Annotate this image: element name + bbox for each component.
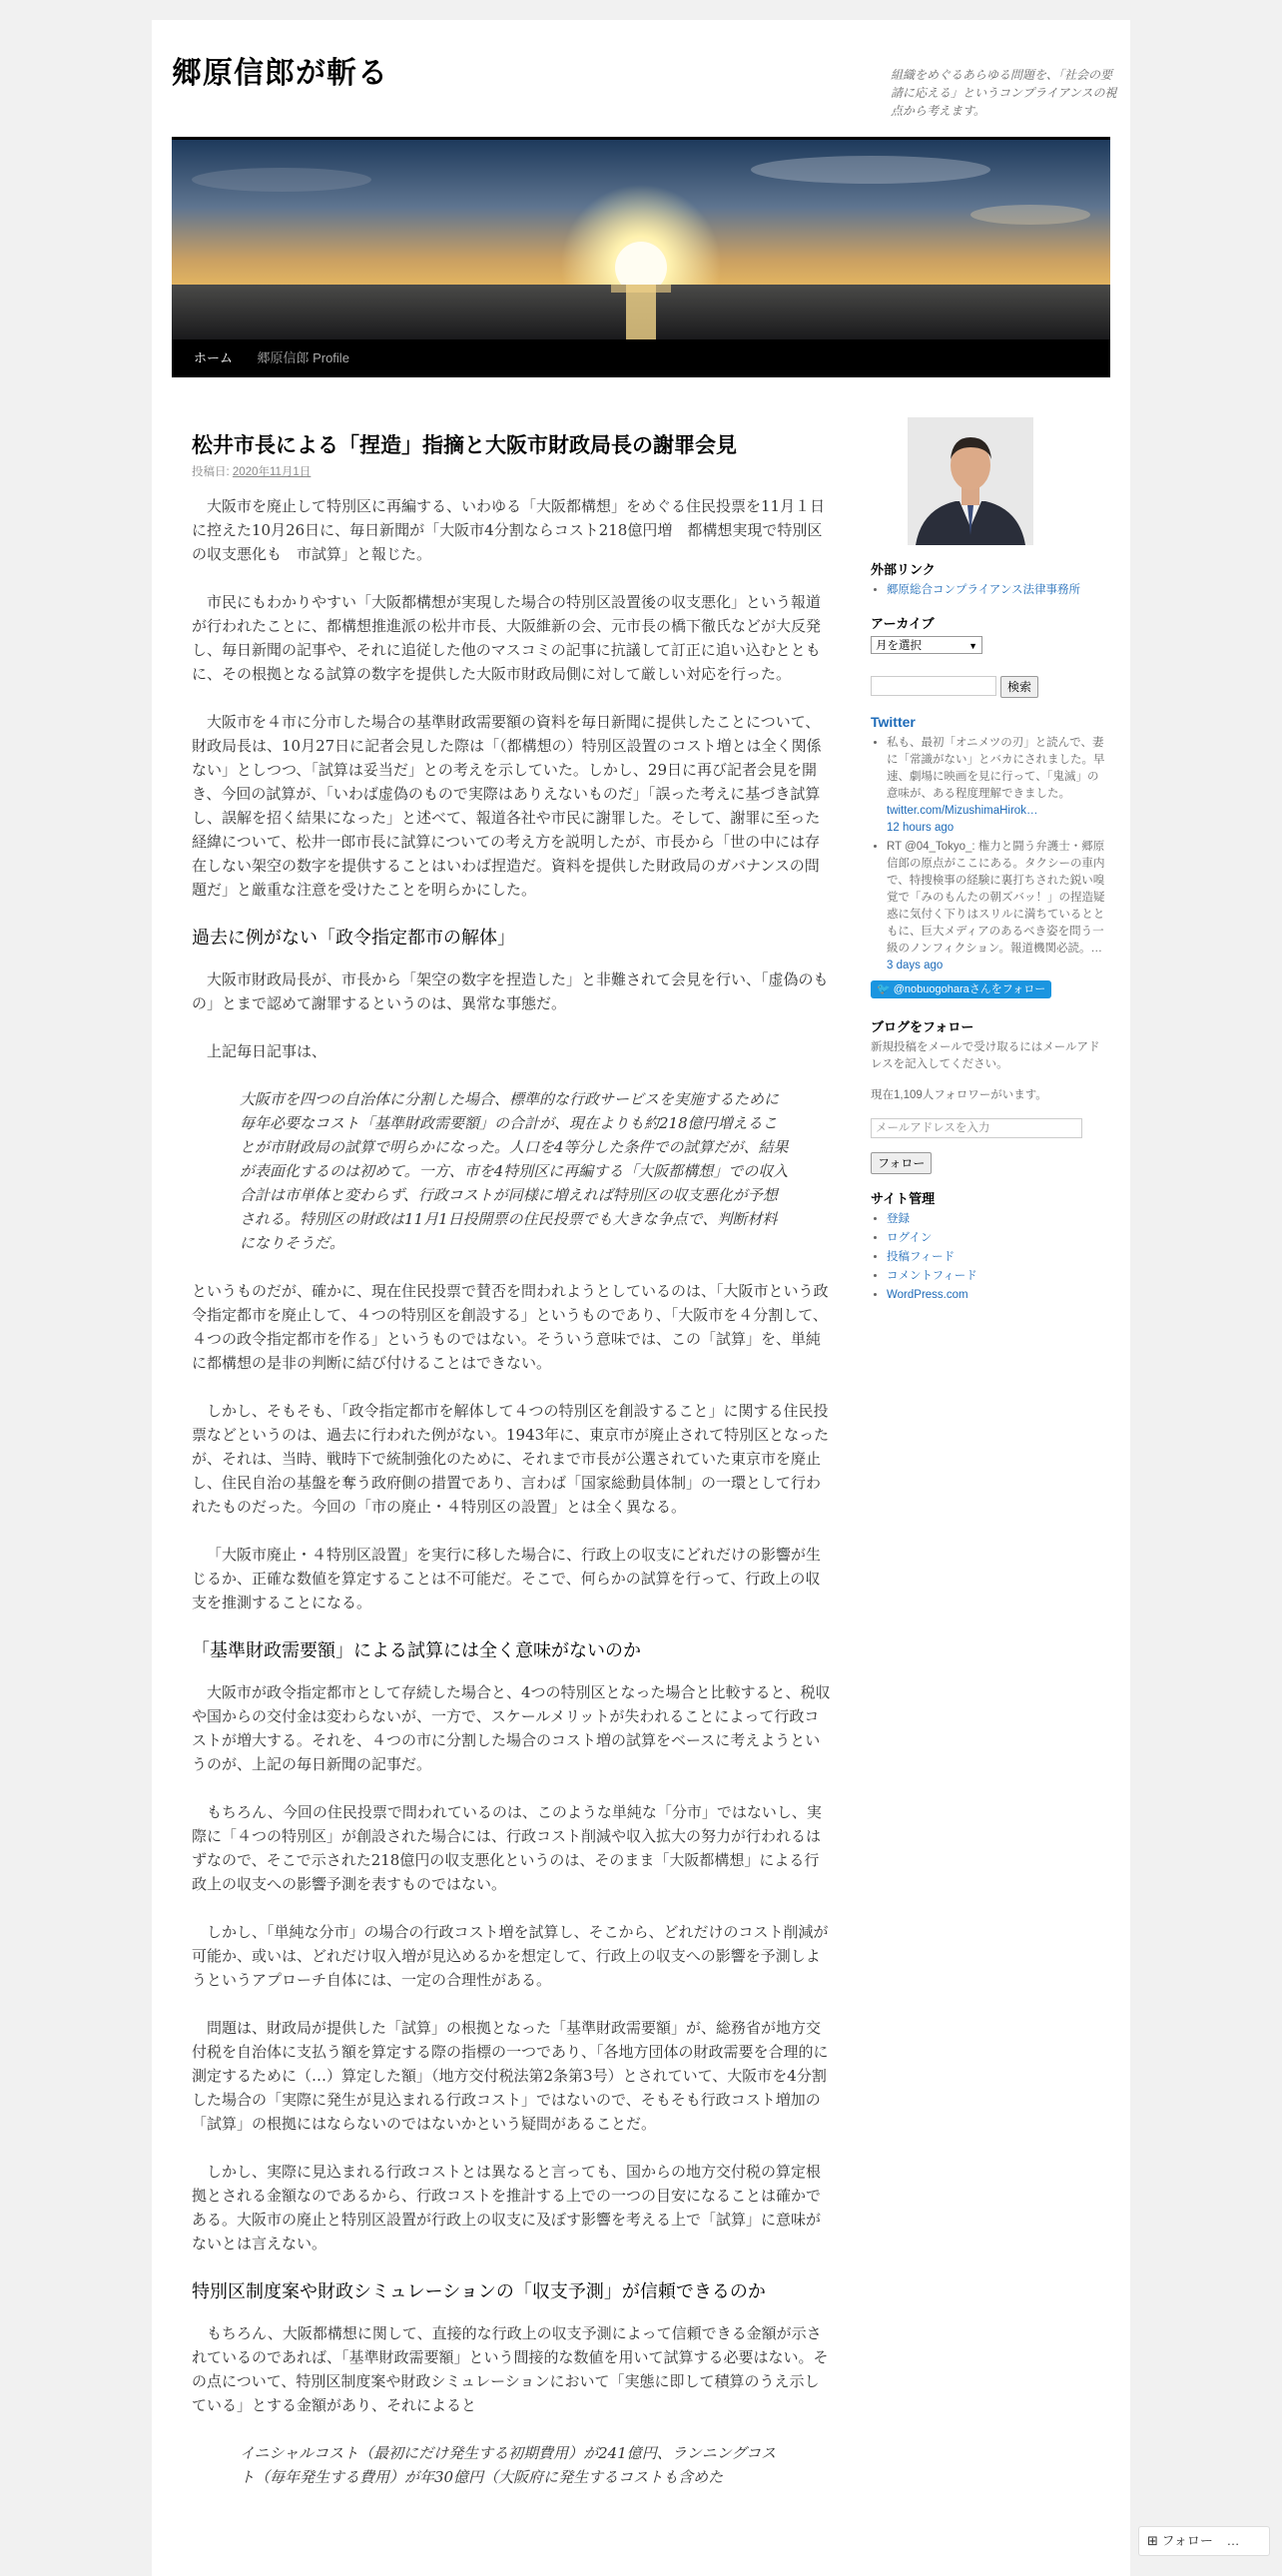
tweet-text: 私も、最初「オニメツの刃」と読んで、妻に「常識がない」とバカにされました。早速、劇場に映画を見に行って、「鬼滅」の意味が、ある程度理解できました。: [887, 737, 1105, 800]
search-form: [871, 676, 1110, 698]
tweet-time[interactable]: 3 days ago: [887, 960, 944, 971]
twitter-bird-icon: 🐦: [877, 983, 891, 995]
link-gohara-law-office[interactable]: 郷原総合コンプライアンス法律事務所: [887, 584, 1081, 596]
follow-button[interactable]: フォロー: [871, 1152, 932, 1174]
nav-home[interactable]: ホーム: [194, 350, 234, 365]
search-button[interactable]: 検索: [1000, 676, 1038, 698]
section-heading: 特別区制度案や財政シミュレーションの「収支予測」が信頼できるのか: [192, 2281, 766, 2301]
paragraph: 上記毎日記事は、: [207, 1042, 327, 1060]
list-item: [887, 1249, 1110, 1266]
archive-widget-title: アーカイブ: [871, 616, 935, 631]
tweet-link[interactable]: twitter.com/MizushimaHirok…: [887, 805, 1038, 817]
list-item: [887, 1230, 1110, 1247]
paragraph: しかし、「単純な分市」の場合の行政コスト増を試算し、そこから、どれだけのコスト削減が可能か、或いは、どれだけ収入増が見込めるかを想定して、行政上の収支への影響を予測しようというアプローチ自体には、一定の合理性がある。: [192, 1923, 829, 1989]
page-wrapper: [152, 20, 1130, 2576]
paragraph: もちろん、大阪都構想に関して、直接的な行政上の収支予測によって信頼できる金額が示されているのであれば、「基準財政需要額」という間接的な数値を用いて試算する必要はない。その点について、特別区制度案や財政シミュレーションにおいて「実態に即して積算のうえ示している」とする金額があり、それによると: [192, 2324, 829, 2414]
paragraph: 市民にもわかりやすい「大阪都構想が実現した場合の特別区設置後の収支悪化」という報道が行われたことに、都構想推進派の松井市長、大阪維新の会、元市長の橋下徹氏などが大反発し、毎日新聞の記事や、それに追従した他のマスコミの記事に抗議して訂正に追い込むとともに、その根拠となる試算の数字を提供した大阪市財政局側に対して厳しい対応を行った。: [192, 593, 822, 683]
twitter-follow-label: @nobuogoharaさんをフォロー: [893, 983, 1046, 995]
floating-follow-button[interactable]: フォロー: [1161, 2533, 1213, 2548]
meta-widget-title: サイト管理: [871, 1191, 936, 1206]
main-content: [192, 414, 831, 2513]
followers-count: 現在1,109人フォロワーがいます。: [871, 1089, 1047, 1101]
archive-select[interactable]: [871, 636, 982, 654]
list-item: [887, 582, 1110, 599]
email-input[interactable]: メールアドレスを入力: [871, 1118, 1082, 1138]
follow-icon: ⊞: [1147, 2533, 1158, 2548]
section-heading: 「基準財政需要額」による試算には全く意味がないのか: [192, 1640, 641, 1660]
tweet-item: [887, 839, 1110, 974]
blockquote: 大阪市を四つの自治体に分割した場合、標準的な行政サービスを実施するために毎年必要なコスト「基準財政需要額」の合計が、現在よりも約218億円増えることが市財政局の試算で明らかになった。人口を4等分した条件での試算だが、結果が表面化するのは初めて。一方、市を4特別区に再編する「大阪都構想」での収入合計は市単体と変わらず、行政コストが同様に増えれば特別区の収支悪化が予想される。特別区の財政は11月1日投開票の住民投票でも大きな争点で、判断材料になりそうだ。: [240, 1090, 789, 1252]
twitter-widget-title[interactable]: Twitter: [871, 714, 916, 730]
meta-entries-feed-link[interactable]: 投稿フィード: [887, 1251, 956, 1263]
site-description: 組織をめぐるあらゆる問題を、「社会の要請に応える」というコンプライアンスの視点から考えます。: [891, 68, 1117, 118]
tweet-item: [887, 735, 1110, 837]
tweet-text: RT @04_Tokyo_: 権力と闘う弁護士・郷原信郎の原点がここにある。タクシーの車内で、特捜検事の経験に裏打ちされた鋭い嗅覚で「みのもんたの朝ズバッ！」の捏造疑惑に気付く下りはスリルに満ちているとともに、巨大メディアのあるべき姿を問う一級のノンフィクション。報道機関必読。…: [887, 841, 1105, 955]
floating-follow-bar: [1138, 2526, 1270, 2556]
post-meta: [192, 460, 831, 484]
twitter-follow-button[interactable]: [871, 980, 1051, 998]
meta-wordpress-link[interactable]: WordPress.com: [887, 1289, 968, 1301]
search-input[interactable]: [871, 676, 996, 696]
paragraph: もちろん、今回の住民投票で問われているのは、このような単純な「分市」ではないし、実際に「４つの特別区」が創設された場合には、行政コスト削減や収入拡大の努力が行われるはずなので、そこで示された218億円の収支悪化というのは、そのまま「大阪都構想」による行政上の収支への影響予測を表すものではない。: [192, 1803, 822, 1893]
paragraph: 大阪市が政令指定都市として存続した場合と、4つの特別区となった場合と比較すると、税収や国からの交付金は変わらないが、一方で、スケールメリットが失われることによって行政コストが増大する。それを、４つの市に分割した場合のコスト増の試算をベースに考えようというのが、上記の毎日新聞の記事だ。: [192, 1683, 831, 1773]
paragraph: というものだが、確かに、現在住民投票で賛否を問われようとしているのは、「大阪市という政令指定都市を廃止して、４つの特別区を創設する」というものであり、「大阪市を４分割して、４つの政令指定都市を作る」というものではない。そういう意味では、この「試算」を、単純に都構想の是非の判断に結び付けることはできない。: [192, 1282, 829, 1372]
post-title[interactable]: 松井市長による「捏造」指摘と大阪市財政局長の謝罪会見: [192, 434, 737, 457]
posted-label: 投稿日:: [192, 466, 230, 478]
paragraph: 大阪市を廃止して特別区に再編する、いわゆる「大阪都構想」をめぐる住民投票を11月１日に控えた10月26日に、毎日新聞が「大阪市4分割ならコスト218億円増 都構想実現で特別区の収支悪化も 市試算」と報じた。: [192, 497, 826, 563]
main-nav: [172, 339, 1110, 377]
paragraph: しかし、実際に見込まれる行政コストとは異なると言っても、国からの地方交付税の算定根拠とされる金額なのであるから、行政コストを推計する上での一つの目安になることは確かである。大阪市の廃止と特別区設置が行政上の収支に及ぼす影響を考える上で「試算」に意味がないとは言えない。: [192, 2163, 822, 2253]
paragraph: 大阪市財政局長が、市長から「架空の数字を捏造した」と非難されて会見を行い、「虚偽のもの」とまで認めて謝罪するというのは、異常な事態だ。: [192, 970, 829, 1012]
chevron-down-icon: ▼: [968, 641, 977, 651]
tweet-list: [871, 735, 1110, 974]
list-item: [887, 1211, 1110, 1228]
section-heading: 過去に例がない「政令指定都市の解体」: [192, 928, 515, 948]
more-options-icon[interactable]: …: [1226, 2533, 1240, 2548]
avatar-photo: [908, 417, 1033, 545]
paragraph: 大阪市を４市に分市した場合の基準財政需要額の資料を毎日新聞に提供したことについて、財政局長は、10月27日に記者会見した際は「（都構想の）特別区設置のコスト増とは全く関係ない」としつつ、「試算は妥当だ」との考えを示していた。しかし、29日に再び記者会見を開き、今回の試算が、「いわば虚偽のもので実際はありえないものだ」「誤った考えに基づき試算し、誤解を招く結果になった」と述べて、報道各社や市民に謝罪した。そして、謝罪に至った経緯について、松井一郎市長に試算についての考え方を説明したが、市長から「世の中には存在しない架空の数字を提供することはいわば捏造だ。資料を提供した財政局のガバナンスの問題だ」と厳重な注意を受けたことを明らかにした。: [192, 713, 822, 899]
tweet-time[interactable]: 12 hours ago: [887, 822, 955, 834]
nav-profile[interactable]: 郷原信郎 Profile: [257, 350, 349, 365]
paragraph: 「大阪市廃止・４特別区設置」を実行に移した場合に、行政上の収支にどれだけの影響が生じるか、正確な数値を算定することは不可能だ。そこで、何らかの試算を行って、行政上の収支を推測することになる。: [192, 1546, 822, 1611]
list-item: [887, 1287, 1110, 1304]
meta-list: [871, 1211, 1110, 1304]
blockquote: イニシャルコスト（最初にだけ発生する初期費用）が241億円、ランニングコスト（毎年発生する費用）が年30億円（大阪府に発生するコストも含めた: [240, 2444, 777, 2486]
paragraph: 問題は、財政局が提供した「試算」の根拠となった「基準財政需要額」が、総務省が地方交付税を自治体に支払う額を算定する際の指標の一つであり、「各地方団体の財政需要を合理的に測定するために（…）算定した額」（地方交付税法第2条第3号）とされていて、大阪市を4分割した場合の「実際に発生が見込まれる行政コスト」ではないので、そもそも行政コスト増加の「試算」の根拠にはならないのではないかという疑問があることだ。: [192, 2019, 829, 2133]
post-body: [192, 494, 831, 2489]
archive-select-value: 月を選択: [876, 640, 922, 652]
blogfollow-text: 新規投稿をメールで受け取るにはメールアドレスを記入してください。: [871, 1041, 1100, 1070]
sidebar: [871, 417, 1110, 1306]
author-avatar: [908, 417, 1033, 545]
list-item: [887, 1268, 1110, 1285]
header-sunset-image: [172, 140, 1110, 339]
links-list: [871, 582, 1110, 599]
post-date-link[interactable]: 2020年11月1日: [232, 466, 312, 478]
paragraph: しかし、そもそも、「政令指定都市を解体して４つの特別区を創設すること」に関する住民投票などというのは、過去に行われた例がない。1943年に、東京市が廃止されて特別区となったが、それは、当時、戦時下で統制強化のために、それまで市長が公選されていた東京市を廃止し、住民自治の基盤を奪う政府側の措置であり、言わば「国家総動員体制」の一環として行われたものだった。今回の「市の廃止・４特別区の設置」とは全く異なる。: [192, 1402, 830, 1516]
blogfollow-widget-title: ブログをフォロー: [871, 1019, 974, 1034]
meta-register-link[interactable]: 登録: [887, 1213, 910, 1225]
meta-login-link[interactable]: ログイン: [887, 1232, 933, 1244]
links-widget-title: 外部リンク: [871, 562, 936, 577]
site-title[interactable]: 郷原信郎が斬る: [172, 57, 388, 90]
meta-comments-feed-link[interactable]: コメントフィード: [887, 1270, 977, 1282]
